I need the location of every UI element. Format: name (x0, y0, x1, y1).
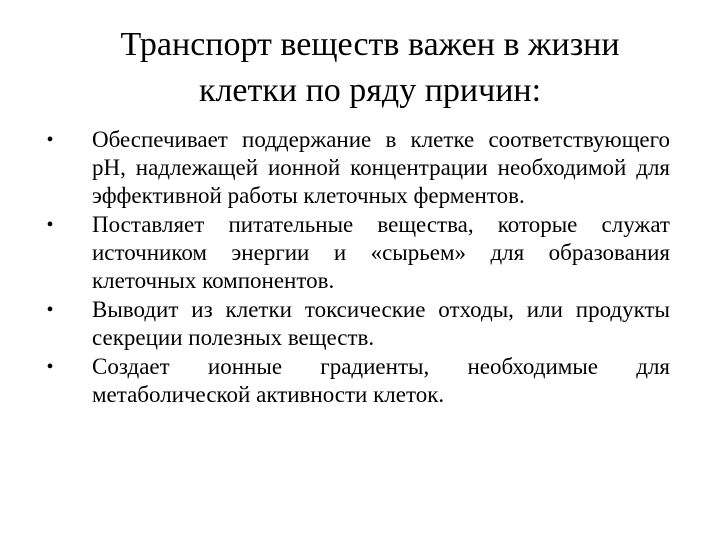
bullet-text: Выводит из клетки токсические отходы, или продукты секреции полезных веществ. (92, 297, 670, 350)
bullet-dot-icon: • (46, 356, 54, 378)
bullet-item (40, 126, 670, 210)
bullet-list (40, 126, 670, 410)
bullet-dot-icon: • (46, 299, 54, 321)
title-line-2: клетки по ряду причин: (198, 72, 542, 109)
bullet-dot-icon: • (46, 129, 54, 151)
bullet-item (40, 353, 670, 409)
bullet-text: Обеспечивает поддержание в клетке соответствующего рН, надлежащей ионной концентрации необходимой для эффективной работы клеточных ферментов. (92, 127, 670, 208)
bullet-item (40, 296, 670, 352)
bullet-text: Создает ионные градиенты, необходимые для метаболической активности клеток. (92, 354, 670, 407)
bullet-text: Поставляет питательные вещества, которые служат источником энергии и «сырьем» для образования клеточных компонентов. (92, 212, 670, 293)
bullet-dot-icon: • (46, 214, 54, 236)
bullet-item (40, 211, 670, 295)
title-line-1: Транспорт веществ важен в жизни (120, 26, 620, 63)
slide-title (40, 22, 700, 114)
